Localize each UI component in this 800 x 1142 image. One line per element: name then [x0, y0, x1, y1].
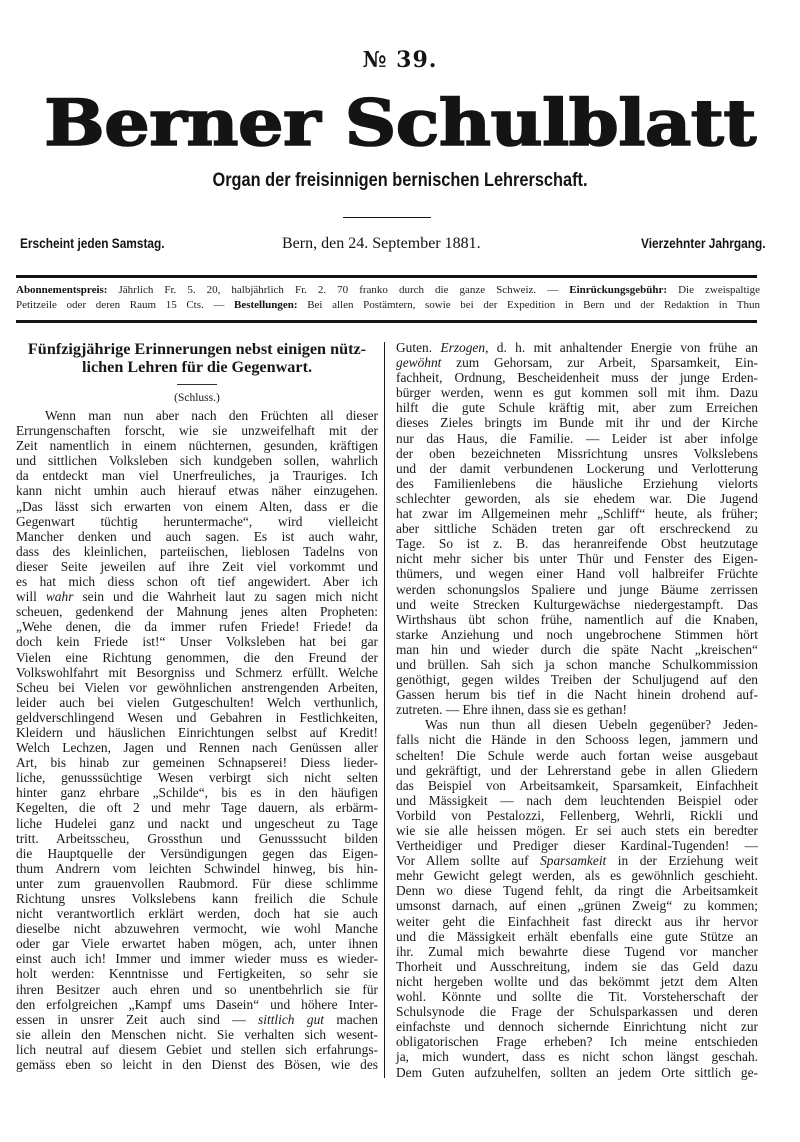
masthead-subtitle: Organ der freisinnigen bernischen Lehrerschaft.	[212, 170, 588, 191]
text-line: den erfolgreichen „Kampf ums Dasein“ und höhere Inter-	[16, 996, 378, 1012]
text-line: dieser Seite jeweilen auf ihre Zeit viel vorkommt und	[16, 558, 378, 574]
continuation-note: (Schluss.)	[174, 392, 220, 404]
text-line: nur das Haus, die Familie. — Leider ist aber infolge	[396, 430, 758, 446]
text-line: schlechter geworden, als sie ehedem war. Die Jugend	[396, 490, 758, 506]
text-line: und sittlichen Volksleben sich kundgeben sollen, wahrlich	[16, 453, 378, 469]
text-line: Vorbild von Pestalozzi, Fellenberg, Wehrli, Rickli und	[396, 807, 758, 823]
text-line: obligatorischen Frage erheben? Ich meine entschieden	[396, 1034, 758, 1050]
text-line: der oben bezeichneten Missrichtung unsres Volkslebens	[396, 445, 758, 461]
text-line: Mancher denken und auch sagen. Es ist auch wahr,	[16, 528, 378, 544]
text-line: dieses Zieles bringts im Bunde mit ihr und der Kirche	[396, 415, 758, 431]
text-line: falls nicht die Hände in den Schooss legen, jammern und	[396, 732, 758, 748]
publication-frequency: Erscheint jeden Samstag.	[20, 236, 165, 251]
article-title-line-1: Fünfzigjährige Erinnerungen nebst einigen nütz-	[27, 340, 367, 358]
article-title	[16, 340, 378, 376]
text-line: und brüllen. Sah sich ja schon manche Schulkommission	[396, 656, 758, 672]
insertion-fee-text: Die zweispaltige	[667, 284, 760, 296]
text-line: dieselbe nicht abzuwehren vermocht, wie wohl Manche	[16, 921, 378, 937]
emphasis: Erzogen	[440, 340, 486, 355]
text-line: werden schonungslos Spaliere und junge Bäume zerrissen	[396, 581, 758, 597]
text-line: und der damit verbundenen Lockerung und Verlotterung	[396, 460, 758, 476]
orders-text: Bei allen Postämtern, sowie bei der Expedition in Bern und der Redaktion in Thun	[297, 299, 760, 311]
text-line: „Wehe denen, die da immer rufen Friede! Friede! da	[16, 619, 378, 635]
text-line: oder gar Viele erwartet haben mögen, ach, unter ihnen	[16, 936, 378, 952]
masthead-title: Berner Schulblatt	[44, 86, 756, 161]
text-line: zutreten. — Ehre ihnen, dass sie es gethan!	[396, 702, 627, 718]
text-line: Kleidern und häuslichen Einrichtungen selbst auf Kredit!	[16, 724, 378, 740]
text-line: „Das lässt sich erwarten von einem Alten, dass er die	[16, 498, 378, 514]
text-line: fachheit, Ordnung, Bescheidenheit muss der junge Erden-	[396, 370, 758, 386]
subscription-price-text: Jährlich Fr. 5. 20, halbjährlich Fr. 2. 70 franko durch die ganze Schweiz. —	[107, 284, 570, 296]
text-line: thümers, und wegen einer Hand voll halbreifer Früchte	[396, 566, 758, 582]
issue-number: № 39.	[362, 47, 438, 73]
column-divider	[384, 342, 385, 1078]
dateline-bar	[20, 235, 766, 258]
emphasis: Sparsamkeit	[540, 853, 607, 869]
title-divider	[177, 384, 217, 385]
text-line: Richtung unsres Volkslebens kann freilich die Schule	[16, 891, 378, 906]
article-title-line-2: lichen Lehren für die Gegenwart.	[81, 358, 313, 376]
left-column-body	[16, 408, 378, 1072]
insertion-fee-label: Einrückungsgebühr:	[569, 284, 668, 296]
text-line: einst auch ich! Immer und immer wieder muss es wieder-	[16, 951, 378, 967]
text-line: Gegenwart tüchtig heruntermache“, wird vielleicht	[16, 513, 378, 529]
right-column-body	[396, 340, 758, 1080]
text-line: und gekräftigt, und der Lehrerstand gebe in allen Gliedern	[396, 762, 758, 778]
text-line: Vielen eine Richtung genommen, die den Freund der	[16, 649, 378, 665]
text-line: Volkswohlfahrt mit Besorgniss und Schmerz erfüllt. Welche	[16, 664, 378, 680]
top-thick-rule	[16, 275, 757, 278]
text-line: das Beispiel von Arbeitsamkeit, Sparsamkeit, Einfachheit	[396, 777, 758, 793]
article-left-column	[16, 340, 378, 1072]
text-line: Wenn man nun aber nach den Früchten all dieser	[45, 408, 378, 423]
text-line: Wirthshaus übt schon frühe, namentlich auf die Knaben,	[396, 611, 758, 627]
text-line: Vor Allem sollte auf Sparsamkeit in der Erziehung weit	[396, 853, 758, 869]
text-line: hinter ganz ehrbare „Schilde“, bis es in den häufigen	[16, 785, 378, 801]
text-line: Welch Lechzen, Jagen und Rennen nach Genüssen aller	[16, 740, 378, 756]
text-line: Guten. Erzogen, d. h. mit anhaltender Energie von frühe an	[396, 340, 759, 355]
text-line: tritt. Arbeitsscheu, Grossthun und Genusssucht bilden	[16, 830, 378, 846]
text-line: dass des kleinlichen, parteiischen, lieblosen Tadelns von	[16, 543, 378, 559]
text-line: liche, genusssüchtige Wesen verbirgt sich nicht selten	[16, 770, 378, 786]
subscription-line-2	[16, 298, 760, 313]
text-line: nicht hergeben wollte und das bekömmt jetzt dem Alten	[396, 973, 758, 989]
issue-date: Bern, den 24. September 1881.	[282, 235, 481, 252]
text-line: des Familienlebens die häusliche Erziehung vielorts	[396, 475, 758, 491]
text-line: nicht verantwortlich erklärt werden, doch hat sie auch	[16, 906, 378, 922]
text-line: will wahr sein und die Wahrheit laut zu sagen mich nicht	[16, 589, 378, 605]
text-line: essen in unsrer Zeit auch sind — sittlich gut machen	[16, 1011, 378, 1027]
text-line: die Hauptquelle der Versündigungen gegen das Eigen-	[16, 845, 378, 861]
text-line: geldverschlingend Wesen und Gebahren in Festlichkeiten,	[16, 709, 378, 725]
orders-label: Bestellungen:	[234, 299, 298, 311]
volume-label: Vierzehnter Jahrgang.	[641, 236, 766, 251]
text-line: Errungenschaften forscht, wie sie unzweifelhaft mit der	[16, 423, 378, 439]
text-line: bürger werden, wenn es gut kommen soll mit ihm. Dazu	[396, 385, 758, 401]
text-line: Gassen herum bis tief in die Nacht hinein drohend auf-	[396, 687, 758, 703]
subscription-line-1	[16, 283, 760, 298]
text-line: hat zwar im Allgemeinen mehr „Schliff“ heute, als früher;	[396, 506, 758, 522]
text-line: da entdeckt man viel Unerfreuliches, ja Trauriges. Ich	[16, 468, 378, 484]
text-line: leider auch bei vielen Gutgeschulten! Welch verthunlich,	[16, 694, 378, 710]
text-line: schelten! Die Schule werde auch fortan weise ausgebaut	[396, 747, 758, 763]
text-line: Schulsynode die Frage der Schulsparkassen und deren	[396, 1004, 758, 1020]
text-line: nicht mehr sicher bis unter Thür und Fenster des Eigen-	[396, 551, 758, 567]
text-line: doch kein Friede ist!“ Unser Volksleben hat bei gar	[16, 634, 378, 650]
masthead-rule	[343, 217, 431, 218]
text-line: Art, bis hinab zur gemeinen Schnapserei! Diess lieder-	[16, 755, 378, 771]
text-line: holt werden: Kenntnisse und Fertigkeiten, so sehr sie	[16, 966, 378, 982]
text-line: wohl. Könnte und sollte die Tit. Vorsteherschaft der	[396, 989, 758, 1005]
text-line: lich neutral auf diesem Gebiet und stellen sich erfahrungs-	[16, 1041, 378, 1057]
text-line: und die Mässigkeit erhält ebenfalls eine gute Stütze an	[396, 928, 758, 944]
article-right-column	[396, 340, 758, 1080]
emphasis: sittlich gut	[258, 1011, 324, 1027]
text-line: gewöhnt zum Gehorsam, zur Arbeit, Sparsamkeit, Ein-	[396, 355, 758, 371]
text-line: und Mässigkeit — nach dem leuchtenden Beispiel oder	[396, 792, 758, 808]
text-line: einfachste und dennoch sichernde Einrichtung nicht zur	[396, 1019, 758, 1035]
text-line: Scheu bei Vielen vor gewöhnlichen anstrengenden Arbeiten,	[16, 679, 378, 695]
text-line: liche Hudelei ganz und nackt und ungescheut zu Tage	[16, 815, 378, 831]
emphasis: gewöhnt	[396, 355, 442, 371]
text-line: sie allein den Menschen nicht. Sie verhalten sich wesent-	[16, 1026, 378, 1042]
text-line: kann nicht umhin auch hierauf etwas näher einzugehen.	[16, 483, 378, 499]
text-line: thum Andrern vom leichten Schwindel hinweg, bis hin-	[16, 860, 378, 876]
text-line: starke Anziehung und noch ungebrochene Stimmen hört	[396, 626, 758, 642]
text-line: Denn wo diese Tugend fehlt, da ringt die Arbeitsamkeit	[396, 883, 758, 899]
text-line: und weite Strecken Kulturgewächse niedergestampft. Das	[396, 596, 758, 612]
text-line: Vertheidiger und Prediger dieser Kardinal-Tugenden! —	[396, 838, 758, 854]
subscription-price-label: Abonnementspreis:	[16, 284, 108, 296]
text-line: ihr. Zumal mich bewahrte diese Tugend vor mancher	[396, 943, 758, 959]
text-line: scheuen, gedenkend der Mahnung jenes alten Propheten:	[16, 604, 378, 620]
insertion-fee-text-cont: Petitzeile oder deren Raum 15 Cts. —	[16, 299, 235, 311]
text-line: Tage. So ist z. B. das heranreifende Obst heutzutage	[396, 536, 758, 552]
text-line: man hin und wieder durch die späte Nacht „kreischen“	[396, 641, 758, 657]
subscription-info	[16, 283, 760, 313]
text-line: Dem Guten aufzuhelfen, sollten an jedem Orte sittlich ge-	[396, 1064, 758, 1080]
text-line: aber sittliche Schäden treten gar oft erschreckend zu	[396, 521, 758, 537]
text-line: unter zum grauenvollen Raubmord. Für diese schlimme	[16, 875, 378, 891]
text-line: Was nun thun all diesen Uebeln gegenüber? Jeden-	[425, 717, 758, 733]
text-line: hilft die gute Schule kräftig mit, aber zum Erreichen	[396, 400, 758, 416]
bottom-thick-rule	[16, 320, 757, 323]
text-line: gemäss eben so leicht in den Dienst des Bösen, wie des	[16, 1057, 378, 1073]
text-line: weiter geht die Einfachheit fast direckt aus ihr hervor	[396, 913, 758, 929]
text-line: genöthigt, gegen wildes Treiben der Schuljugend auf den	[396, 672, 758, 688]
text-line: mehr Gewicht gelegt werden, als es gewöhnlich geschieht.	[396, 868, 758, 884]
text-line: Kegelten, die oft 2 und mehr Tage dauern, als erbärm-	[16, 800, 378, 816]
text-line: ja, mich wundert, dass es nicht schon längst geschah.	[396, 1049, 758, 1065]
text-line: es hat mich diess schon oft tief angewidert. Aber ich	[16, 574, 378, 590]
text-line: Thorheit und Ausschreitung, indem sie das Geld dazu	[396, 958, 758, 974]
emphasis: wahr	[45, 589, 74, 605]
text-line: Zeit namentlich in einem nüchternen, gesunden, kräftigen	[16, 438, 378, 454]
text-line: wie sie alle heissen mögen. Er sei auch stets ein beredter	[396, 823, 758, 838]
text-line: umsonst darnach, auf einen „grünen Zweig“ zu kommen;	[396, 898, 758, 914]
text-line: ihren Besitzer auch ehren und so unentbehrlich sie für	[16, 981, 378, 997]
